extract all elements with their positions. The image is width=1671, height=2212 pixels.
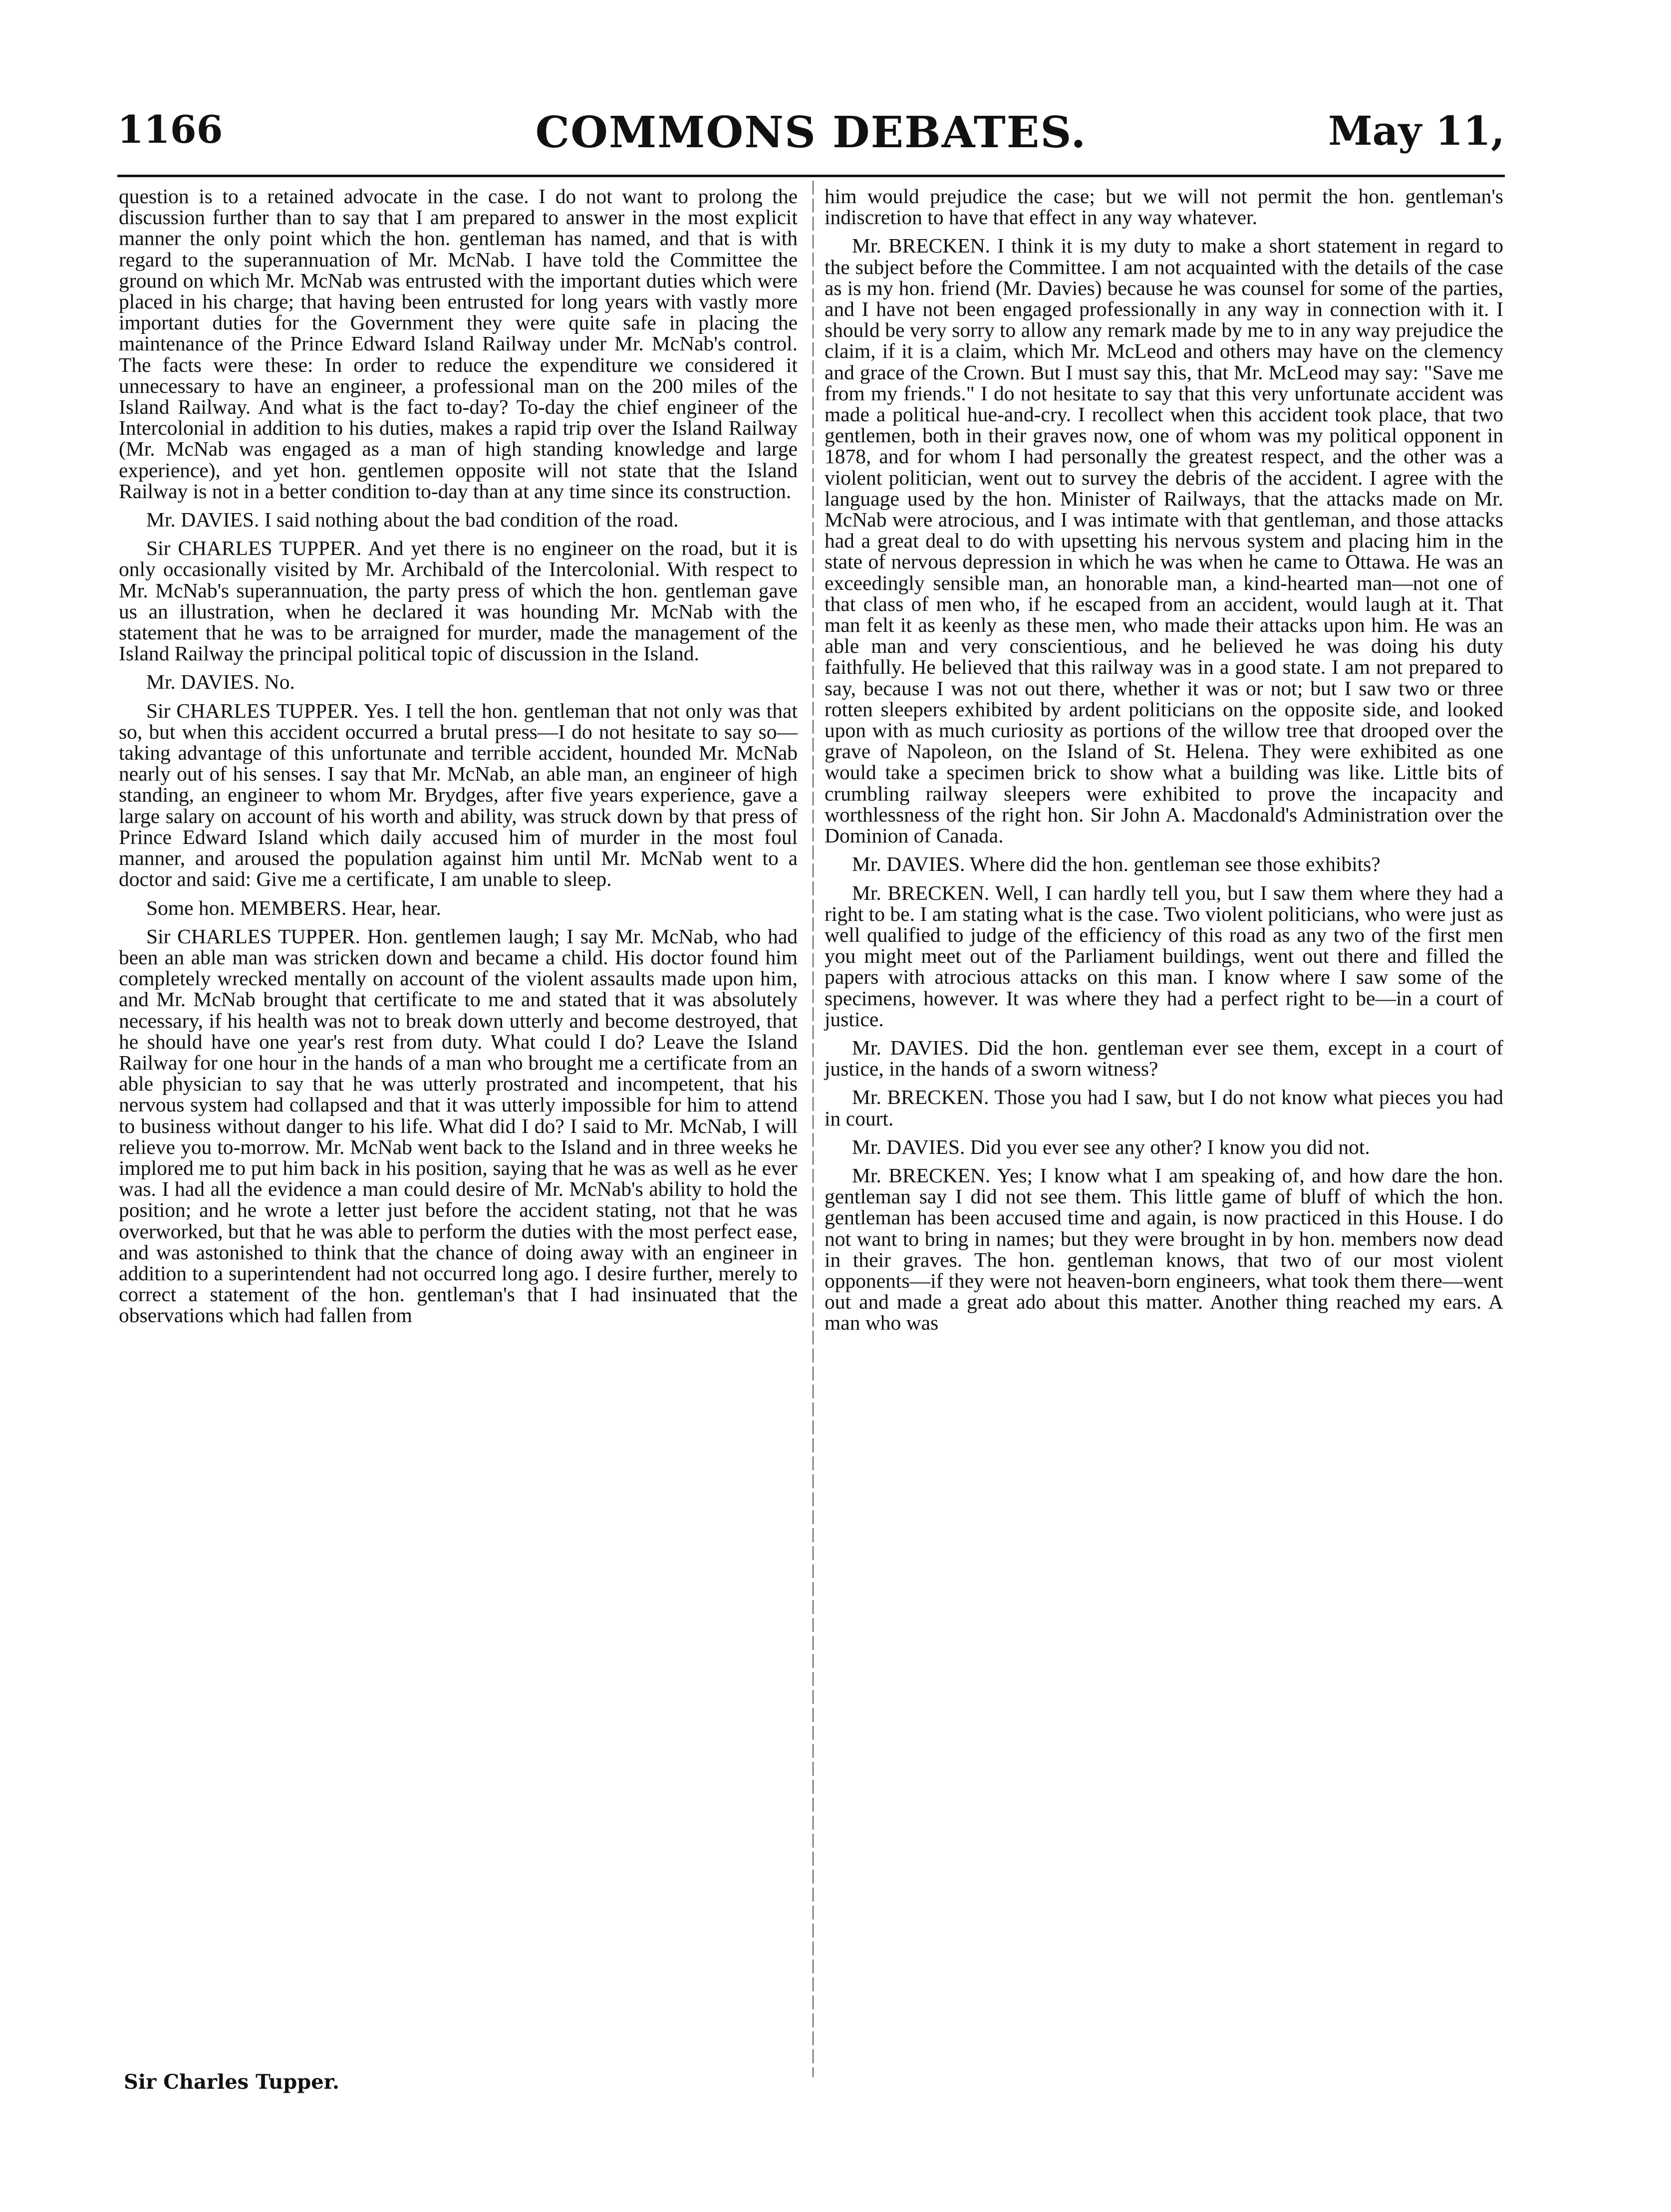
- paragraph: Mr. DAVIES. Did the hon. gentleman ever see them, except in a court of justice, in the hands of a sworn witness?: [825, 1036, 1503, 1081]
- paragraph: Mr. BRECKEN. Those you had I saw, but I do not know what pieces you had in court.: [825, 1086, 1503, 1130]
- paragraph: Mr. DAVIES. Did you ever see any other? I know you did not.: [852, 1135, 1370, 1158]
- paragraph: Sir CHARLES TUPPER. Hon. gentlemen laugh; I say Mr. McNab, who had been an able man was stricken down and became a child. His doctor found him completely wrecked mentally on account of the violent assaults made upon him, and Mr. McNab brought that certificate to me and stated that it was absolutely necessary, if his health was not to break down utterly and become destroyed, that he should have one year's rest from duty. What could I do? Leave the Island Railway for one hour in the hands of a man who brought me a certificate from an able physician to say that he was utterly prostrated and incompetent, that his nervous system had collapsed and that it was utterly impossible for him to attend to business without danger to his life. What did I do? I said to Mr. McNab, I will relieve you to-morrow. Mr. McNab went back to the Island and in three weeks he implored me to put him back in his position, saying that he was as well as he ever was. I had all the evidence a man could desire of Mr. McNab's ability to hold the position; and he wrote a letter just before the accident stating, not that he was overworked, but that he was able to perform the duties with the most perfect ease, and was astonished to think that the chance of doing away with an engineer in addition to a superintendent had not occurred long ago. I desire further, merely to correct a statement of the hon. gentleman's that I had insinuated that the observations which had fallen from: [119, 924, 798, 1327]
- paragraph: Mr. DAVIES. No.: [146, 670, 295, 694]
- paragraph: question is to a retained advocate in the case. I do not want to prolong the discussion further than to say that I am prepared to answer in the most explicit manner the only point which the hon. gentleman has named, and that is with regard to the superannuation of Mr. McNab. I have told the Committee the ground on which Mr. McNab was entrusted with the important duties which were placed in his charge; that having been entrusted for long years with vastly more important duties for the Government they were quite safe in placing the maintenance of the Prince Edward Island Railway under Mr. McNab's control. The facts were these: In order to reduce the expenditure we considered it unnecessary to have an engineer, a professional man on the 200 miles of the Island Railway. And what is the fact to-day? To-day the chief engineer of the Intercolonial in addition to his duties, makes a rapid trip over the Island Railway (Mr. McNab was engaged as a man of high standing knowledge and large experience), and yet hon. gentlemen opposite will not state that the Island Railway is not in a better condition to-day than at any time since its construction.: [119, 185, 798, 503]
- paragraph: Sir CHARLES TUPPER. Yes. I tell the hon. gentleman that not only was that so, but when this accident occurred a brutal press—I do not hesitate to say so—taking advantage of this unfortunate and terrible accident, hounded Mr. McNab nearly out of his senses. I say that Mr. McNab, an able man, an engineer of high standing, an engineer to whom Mr. Brydges, after five years experience, gave a large salary on account of his worth and ability, was struck down by that press of Prince Edward Island which daily accused him of murder in the most foul manner, and aroused the population against him until Mr. McNab went to a doctor and said: Give me a certificate, I am unable to sleep.: [119, 699, 798, 891]
- page-header: [117, 107, 1505, 162]
- page-footer-speaker: Sir Charles Tupper.: [124, 2070, 339, 2094]
- paragraph: Mr. DAVIES. I said nothing about the bad condition of the road.: [146, 508, 679, 532]
- paragraph: Mr. DAVIES. Where did the hon. gentleman see those exhibits?: [852, 852, 1381, 876]
- header-date: May 11,: [1328, 107, 1505, 154]
- column-divider: [813, 181, 814, 2077]
- paragraph: Mr. BRECKEN. Well, I can hardly tell you, but I saw them where they had a right to be. I am stating what is the case. Two violent politicians, who were just as well qualified to judge of the efficiency of this road as any two of the first men you might meet out of the Parliament buildings, went out there and filled the papers with atrocious attacks on this man. I know where I saw some of the specimens, however. It was where they had a perfect right to be—in a court of justice.: [825, 881, 1503, 1031]
- paragraph: Sir CHARLES TUPPER. And yet there is no engineer on the road, but it is only occasionally visited by Mr. Archibald of the Intercolonial. With respect to Mr. McNab's superannuation, the party press of which the hon. gentleman gave us an illustration, when he declared it was hounding Mr. McNab with the statement that he was to be arraigned for murder, made the management of the Island Railway the principal political topic of discussion in the Island.: [119, 537, 798, 665]
- header-rule: [117, 175, 1505, 177]
- paragraph: Mr. BRECKEN. I think it is my duty to make a short statement in regard to the subject before the Committee. I am not acquainted with the details of the case as is my hon. friend (Mr. Davies) because he was counsel for some of the parties, and I have not been engaged professionally in any way in connection with it. I should be very sorry to allow any remark made by me to in any way prejudice the claim, if it is a claim, which Mr. McLeod and others may have on the clemency and grace of the Crown. But I must say this, that Mr. McLeod may say: "Save me from my friends." I do not hesitate to say that this very unfortunate accident was made a political hue-and-cry. I recollect when this accident took place, that two gentlemen, both in their graves now, one of whom was my political opponent in 1878, and for whom I had personally the greatest respect, and the other was a violent politician, went out to survey the debris of the accident. I agree with the language used by the hon. Minister of Railways, that the attacks made on Mr. McNab were atrocious, and I was intimate with that gentleman, and those attacks had a great deal to do with upsetting his nervous system and placing him in the state of nervous depression in which he was when he came to Ottawa. He was an exceedingly sensible man, an honorable man, a kind-hearted man—not one of that class of men who, if he escaped from an accident, would laugh at it. That man felt it as keenly as these men, who made their attacks upon him. He was an able man and very conscientious, and he believed he was doing his duty faithfully. He believed that this railway was in a good state. I am not prepared to say, because I was not out there, whether it was or not; but I saw two or three rotten sleepers exhibited by ardent politicians on the opposite side, and looked upon with as much curiosity as portions of the willow tree that drooped over the grave of Napoleon, on the Island of St. Helena. They were exhibited as one would take a specimen brick to show what a building was like. Little bits of crumbling railway sleepers were exhibited to prove the incapacity and worthlessness of the right hon. Sir John A. Macdonald's Administration over the Dominion of Canada.: [825, 234, 1503, 847]
- left-column: [119, 186, 798, 1334]
- paragraph: Some hon. MEMBERS. Hear, hear.: [146, 896, 441, 919]
- paragraph: Mr. BRECKEN. Yes; I know what I am speaking of, and how dare the hon. gentleman say I did not see them. This little game of bluff of which the hon. gentleman has been accused time and again, is now practiced in this House. I do not want to bring in names; but they were brought in by hon. members now dead in their graves. The hon. gentleman knows, that two of our most violent opponents—if they were not heaven-born engineers, what took them there—went out and made a great ado about this matter. Another thing reached my ears. A man who was: [825, 1163, 1503, 1335]
- right-column: [825, 186, 1503, 1341]
- publication-title: COMMONS DEBATES.: [535, 107, 1087, 158]
- paragraph: him would prejudice the case; but we will not permit the hon. gentleman's indiscretion to have that effect in any way whatever.: [825, 185, 1503, 229]
- page-number: 1166: [117, 107, 223, 152]
